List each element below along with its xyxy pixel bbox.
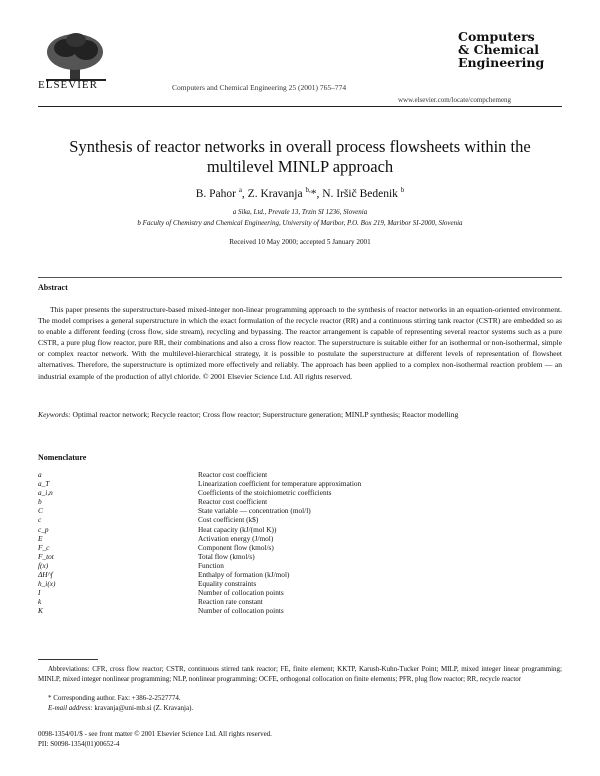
nomenclature-symbol: a [38, 470, 42, 479]
nomenclature-row [38, 579, 562, 588]
affiliation-a: a Sika, Ltd., Prevale 13, Trzin SI 1236, Slovenia [232, 208, 368, 216]
nomenclature-symbol: F_tot [38, 551, 54, 561]
journal-name-line: Computers [458, 29, 535, 44]
nomenclature-row [38, 515, 562, 524]
journal-url[interactable]: www.elsevier.com/locate/compchemeng [398, 96, 512, 104]
publisher-logo-text: ELSEVIER [38, 79, 98, 91]
abstract-heading: Abstract [38, 283, 68, 292]
abstract-body: This paper presents the superstructure-based mixed-integer non-linear programming approach to the synthesis of reactor networks in an equation-oriented environment. The model comprises a general superstructure in which the exact formulation of the recycle reactor (RR) and a continuous stirring tank reactor (CSTR) are embedded so as to enable a different feeding (cross flow, side stream), recycling and bypassing. The reactor arrangement is capable of representing several reactor systems such as a pure CSTR, a pure plug flow reactor, pure RR, their combinations and also a cross flow reactor. The superstructure is suitable either for an isothermal or non-isothermal, simple or complex reactor network. With the multilevel-hierarchical strategy, it is possible to postulate the superstructure at different levels of representation of flowsheet alternatives. Therefore, the superstructure is optimized more effectively and reliably. The approach has been applied to a complex non-isothermal reaction problem — an industrial example of the production of allyl chloride. © 2001 Elsevier Science Ltd. All rights reserved. [38, 305, 562, 381]
nomenclature-description: Cost coefficient (k$) [198, 515, 259, 525]
nomenclature-symbol: k [38, 597, 42, 607]
email-address[interactable]: kravanja@uni-mb.si (Z. Kravanja). [94, 704, 194, 712]
received-dates: Received 10 May 2000; accepted 5 January 2001 [229, 238, 371, 246]
keywords-list: Optimal reactor network; Recycle reactor; Cross flow reactor; Superstructure generation; MINLP synthesis; Reactor modelling [72, 410, 459, 419]
nomenclature-description: Total flow (kmol/s) [198, 551, 255, 561]
header-divider [38, 106, 562, 107]
nomenclature-description: State variable — concentration (mol/l) [198, 506, 311, 516]
nomenclature-symbol: E [38, 533, 43, 543]
nomenclature-row [38, 488, 562, 497]
nomenclature-symbol: c [38, 515, 42, 525]
nomenclature-symbol: a_T [38, 479, 50, 489]
nomenclature-description: Reactor cost coefficient [198, 470, 268, 479]
nomenclature-description: Linearization coefficient for temperature approximation [198, 479, 362, 489]
nomenclature-description: Coefficients of the stoichiometric coefficients [198, 488, 332, 498]
nomenclature-row [38, 588, 562, 597]
issn-line: 0098-1354/01/$ - see front matter © 2001 Elsevier Science Ltd. All rights reserved. [38, 730, 272, 738]
email-label: E-mail address: [48, 704, 93, 712]
authors: B. Pahor $^a$, Z. Kravanja $^{b,}$*, N. Iršič Bedenik $^b$ [195, 186, 405, 200]
nomenclature-row [38, 552, 562, 561]
nomenclature-symbol: c_p [38, 524, 49, 534]
nomenclature-symbol: a_i,n [38, 488, 53, 498]
article-title: Synthesis of reactor networks in overall process flowsheets within the multilevel MINLP approach [69, 137, 531, 176]
keywords-label: Keywords: [38, 410, 71, 419]
nomenclature-symbol: K [38, 606, 43, 616]
nomenclature-row [38, 506, 562, 515]
nomenclature-table [38, 470, 562, 616]
nomenclature-description: Enthalpy of formation (kJ/mol) [198, 570, 290, 580]
nomenclature-symbol: h_i(x) [38, 579, 56, 589]
nomenclature-symbol: b [38, 497, 42, 507]
nomenclature-description: Number of collocation points [198, 588, 284, 598]
journal-citation: Computers and Chemical Engineering 25 (2001) 765–774 [172, 83, 347, 92]
nomenclature-row [38, 543, 562, 552]
journal-name-line: & Chemical [458, 42, 540, 57]
affiliation-b: b Faculty of Chemistry and Chemical Engineering, University of Maribor, P.O. Box 219, Maribor SI-2000, Slovenia [137, 219, 463, 227]
nomenclature-heading: Nomenclature [38, 453, 87, 462]
nomenclature-row [38, 534, 562, 543]
nomenclature-row [38, 561, 562, 570]
journal-name-line: Engineering [458, 55, 545, 70]
nomenclature-description: Equality constraints [198, 579, 257, 589]
nomenclature-description: Activation energy (J/mol) [198, 533, 274, 543]
nomenclature-row [38, 525, 562, 534]
corresponding-author-note: * Corresponding author. Fax: +386-2-2527774. [48, 694, 181, 702]
nomenclature-symbol: C [38, 506, 43, 516]
nomenclature-row [38, 570, 562, 579]
abstract-divider [38, 277, 562, 278]
nomenclature-row [38, 497, 562, 506]
nomenclature-description: Reaction rate constant [198, 597, 263, 607]
nomenclature-row [38, 597, 562, 606]
abbreviations-footnote: Abbreviations: CFR, cross flow reactor; CSTR, continuous stirred tank reactor; FE, finite element; KKTP, Karush-Kuhn-Tucker Point; MILP, mixed integer linear programming; MINLP, mixed integer nonlinear programming; NLP, nonlinear programming; OCFE, orthogonal collocation on finite elements; PFR, plug flow reactor; RR, recycle reactor [38, 665, 562, 683]
nomenclature-description: Reactor cost coefficient [198, 497, 268, 507]
nomenclature-row [38, 470, 562, 479]
nomenclature-symbol: F_c [38, 542, 50, 552]
pii-line: PII: S0098-1354(01)00652-4 [38, 740, 120, 748]
nomenclature-symbol: ΔH^f [38, 570, 53, 580]
nomenclature-description: Number of collocation points [198, 606, 284, 616]
nomenclature-description: Component flow (kmol/s) [198, 542, 274, 552]
nomenclature-row [38, 606, 562, 615]
nomenclature-description: Function [198, 560, 224, 570]
nomenclature-symbol: f(x) [38, 560, 49, 570]
nomenclature-description: Heat capacity (kJ/(mol K)) [198, 524, 277, 534]
nomenclature-row [38, 479, 562, 488]
footnote-divider [38, 659, 98, 660]
journal-name [458, 30, 544, 69]
keywords [38, 410, 562, 419]
nomenclature-symbol: I [38, 588, 41, 598]
email-note [48, 704, 193, 712]
